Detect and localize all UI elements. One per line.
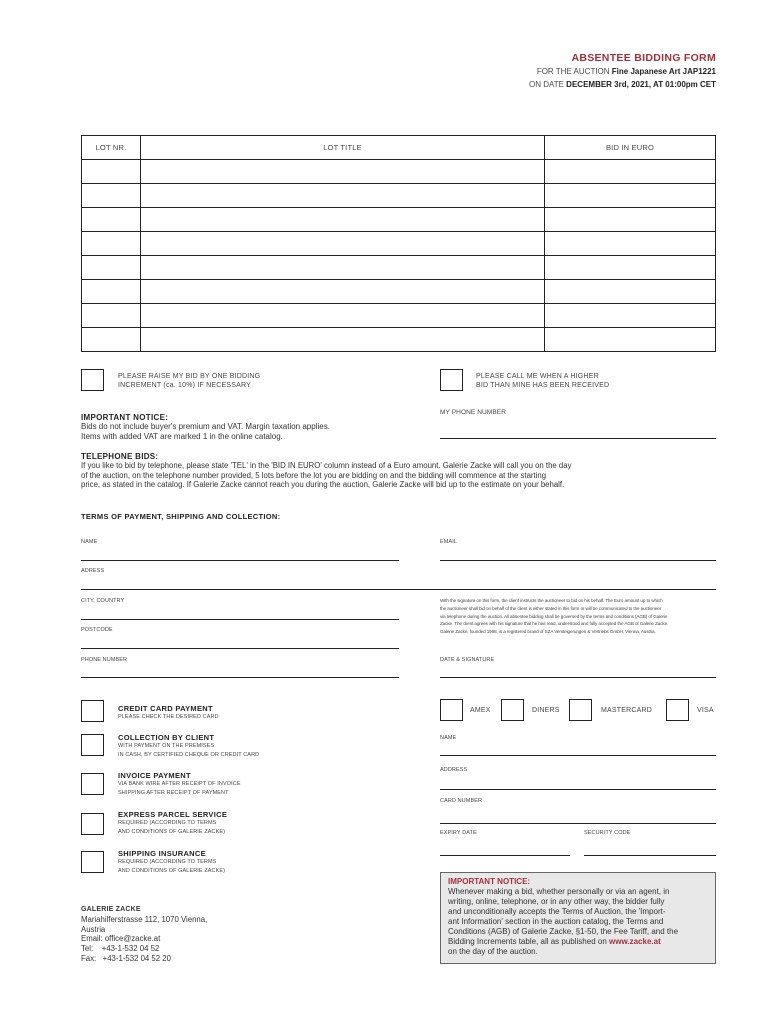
lot-title-cell[interactable] xyxy=(141,208,545,232)
bid-euro-cell[interactable] xyxy=(545,328,716,352)
call-me-checkbox[interactable] xyxy=(440,369,463,391)
bid-euro-cell[interactable] xyxy=(545,232,716,256)
collection-checkbox[interactable] xyxy=(81,734,104,756)
email-field[interactable] xyxy=(440,560,716,561)
auction-prefix: FOR THE AUCTION xyxy=(536,67,610,76)
address-label: ADRESS xyxy=(81,568,105,574)
invoice-desc-1: VIA BANK WIRE AFTER RECEIPT OF INVOICE xyxy=(118,781,241,787)
mastercard-label: MASTERCARD xyxy=(601,707,653,714)
bid-euro-cell[interactable] xyxy=(545,160,716,184)
date-line xyxy=(400,80,716,89)
postcode-label: POSTCODE xyxy=(81,627,113,633)
card-name-field[interactable] xyxy=(440,755,716,756)
shipping-insurance-desc-1: REQUIRED (ACCORDING TO TERMS xyxy=(118,859,217,865)
lot-nr-cell[interactable] xyxy=(82,256,141,280)
phone-field[interactable] xyxy=(81,677,399,678)
shipping-insurance-checkbox[interactable] xyxy=(81,851,104,873)
card-name-label: NAME xyxy=(440,735,457,741)
final-notice-heading: IMPORTANT NOTICE: xyxy=(448,877,531,886)
raise-bid-line-2: INCREMENT (ca. 10%) IF NECESSARY xyxy=(118,382,251,389)
date-signature-label: DATE & SIGNATURE xyxy=(440,657,495,663)
lot-title-cell[interactable] xyxy=(141,256,545,280)
lot-nr-cell[interactable] xyxy=(82,184,141,208)
visa-checkbox[interactable] xyxy=(666,699,689,721)
lot-row xyxy=(82,256,716,280)
expiry-field[interactable] xyxy=(440,855,570,856)
company-tel: Tel: +43-1-532 04 52 xyxy=(81,944,160,954)
final-notice-line-5: Conditions (AGB) of Galerie Zacke, §1-50, the Fee Tariff, and the xyxy=(448,927,679,936)
company-fax: Fax: +43-1-532 04 52 20 xyxy=(81,953,171,963)
call-me-label xyxy=(476,372,609,390)
card-address-field[interactable] xyxy=(440,789,716,790)
my-phone-field[interactable] xyxy=(440,438,716,439)
lot-row xyxy=(82,160,716,184)
raise-bid-checkbox[interactable] xyxy=(81,369,104,391)
signature-note-line: Zacke. The client agrees with his signature that he has read, understood and fully accepted the AGB of Galerie Zacke. xyxy=(440,621,669,627)
lot-table-header xyxy=(82,136,716,160)
express-parcel-title: EXPRESS PARCEL SERVICE xyxy=(118,810,228,819)
lot-nr-cell[interactable] xyxy=(82,232,141,256)
lot-row xyxy=(82,208,716,232)
security-code-label: SECURITY CODE xyxy=(584,830,631,836)
lot-title-cell[interactable] xyxy=(141,304,545,328)
telephone-bids-line-3: price, as stated in the catalog. If Galerie Zacke cannot reach you during the auction, Galerie Zacke will bid up to the estimate on your behalf. xyxy=(81,480,565,489)
express-parcel-checkbox[interactable] xyxy=(81,813,104,835)
final-notice-line-7: on the day of the auction. xyxy=(448,947,538,956)
collection-desc-1: WITH PAYMENT ON THE PREMISES xyxy=(118,743,215,749)
lot-title-cell[interactable] xyxy=(141,328,545,352)
final-notice-line-1: Whenever making a bid, whether personally or via an agent, in xyxy=(448,887,670,896)
invoice-checkbox[interactable] xyxy=(81,773,104,795)
company-block xyxy=(81,905,207,964)
date-value: DECEMBER 3rd, 2021, AT 01:00pm CET xyxy=(566,80,716,89)
express-parcel-desc-2: AND CONDITIONS OF GALERIE ZACKE) xyxy=(118,829,226,835)
telephone-bids-text xyxy=(81,461,721,490)
company-street: Mariahilferstrasse 112, 1070 Vienna, xyxy=(81,914,208,924)
amex-checkbox[interactable] xyxy=(440,699,463,721)
card-number-label: CARD NUMBER xyxy=(440,798,483,804)
call-me-line-1: PLEASE CALL ME WHEN A HIGHER xyxy=(476,373,599,380)
signature-note-line: Galerie Zacke, founded 1968, is a registered brand of SZA Versteigerungen & Vertriebs GmbH, Vienna, Austria. xyxy=(440,629,656,635)
diners-checkbox[interactable] xyxy=(501,699,524,721)
signature-note-line: via telephone during the auction. All absentee bidding shall be governed by the terms and conditions (AGB) of Galerie xyxy=(440,613,668,619)
call-me-line-2: BID THAN MINE HAS BEEN RECEIVED xyxy=(476,382,610,389)
lot-row xyxy=(82,232,716,256)
diners-label: DINERS xyxy=(532,707,560,714)
lot-nr-cell[interactable] xyxy=(82,208,141,232)
security-code-field[interactable] xyxy=(584,855,716,856)
telephone-bids-line-2: of the auction, on the telephone number provided, 5 lots before the lot you are bidding on and the bidding will commence at the starting xyxy=(81,470,547,480)
col-lot-nr: LOT NR. xyxy=(82,136,141,160)
lot-nr-cell[interactable] xyxy=(82,304,141,328)
final-notice-line-2: writing, online, telephone, or in any other way, the bidder fully xyxy=(448,897,665,906)
name-label: NAME xyxy=(81,539,98,545)
shipping-insurance-desc-2: AND CONDITIONS OF GALERIE ZACKE) xyxy=(118,868,226,874)
credit-card-desc: PLEASE CHECK THE DESIRED CARD xyxy=(118,714,219,720)
signature-note xyxy=(440,597,720,636)
city-label: CITY, COUNTRY xyxy=(81,598,125,604)
final-notice-line-6-text: Bidding Increments table, all as published on xyxy=(448,937,609,946)
final-notice-line-4: ant Information' section in the auction catalog, the Terms and xyxy=(448,917,664,926)
credit-card-checkbox[interactable] xyxy=(81,700,104,722)
lot-row xyxy=(82,328,716,352)
auction-line xyxy=(400,67,716,76)
expiry-label: EXPIRY DATE xyxy=(440,830,477,836)
lot-title-cell[interactable] xyxy=(141,232,545,256)
lot-title-cell[interactable] xyxy=(141,184,545,208)
mastercard-checkbox[interactable] xyxy=(569,699,592,721)
lot-title-cell[interactable] xyxy=(141,280,545,304)
invoice-desc-2: SHIPPING AFTER RECEIPT OF PAYMENT xyxy=(118,790,229,796)
invoice-title: INVOICE PAYMENT xyxy=(118,771,191,780)
date-signature-field[interactable] xyxy=(440,677,716,678)
date-prefix: ON DATE xyxy=(528,80,564,89)
zacke-website-link[interactable]: www.zacke.at xyxy=(609,937,661,946)
collection-desc-2: IN CASH, BY CERTIFIED CHEQUE OR CREDIT CARD xyxy=(118,752,260,758)
col-bid-euro: BID IN EURO xyxy=(545,136,716,160)
card-number-field[interactable] xyxy=(440,823,716,824)
company-email: Email: office@zacke.at xyxy=(81,934,161,944)
important-notice-line-1: Bids do not include buyer's premium and VAT. Margin taxation applies. xyxy=(81,422,330,431)
col-lot-title: LOT TITLE xyxy=(141,136,545,160)
important-notice-line-2: Items with added VAT are marked 1 in the online catalog. xyxy=(81,431,283,441)
important-notice-text xyxy=(81,422,330,441)
signature-note-line: the auctioneer shall bid on behalf of the client is either stated in this form or will be communicated to the auctioneer xyxy=(440,605,662,611)
telephone-bids-line-1: If you like to bid by telephone, please state 'TEL' in the 'BID IN EURO' column instead of a Euro amount. Galerie Zacke will call you on the day xyxy=(81,461,572,470)
raise-bid-label xyxy=(118,372,260,390)
bid-euro-cell[interactable] xyxy=(545,184,716,208)
bid-euro-cell[interactable] xyxy=(545,256,716,280)
shipping-insurance-title: SHIPPING INSURANCE xyxy=(118,849,206,858)
express-parcel-desc-1: REQUIRED (ACCORDING TO TERMS xyxy=(118,820,217,826)
visa-label: VISA xyxy=(697,707,714,714)
credit-card-option xyxy=(118,704,219,722)
bid-euro-cell[interactable] xyxy=(545,280,716,304)
terms-heading: TERMS OF PAYMENT, SHIPPING AND COLLECTION: xyxy=(81,512,281,521)
company-name: GALERIE ZACKE xyxy=(81,906,141,913)
lot-nr-cell[interactable] xyxy=(82,280,141,304)
card-address-label: ADDRESS xyxy=(440,767,468,773)
postcode-field[interactable] xyxy=(81,648,399,649)
auction-name: Fine Japanese Art JAP1221 xyxy=(611,67,716,76)
credit-card-title: CREDIT CARD PAYMENT xyxy=(118,704,213,713)
company-country: Austria xyxy=(81,924,106,934)
form-title: ABSENTEE BIDDING FORM xyxy=(571,52,716,64)
lot-title-cell[interactable] xyxy=(141,160,545,184)
city-field[interactable] xyxy=(81,619,399,620)
lot-row xyxy=(82,184,716,208)
lot-nr-cell[interactable] xyxy=(82,328,141,352)
bid-euro-cell[interactable] xyxy=(545,304,716,328)
bid-euro-cell[interactable] xyxy=(545,208,716,232)
final-notice-line-6 xyxy=(448,937,708,947)
express-parcel-option xyxy=(118,810,227,837)
address-field[interactable] xyxy=(81,589,716,590)
final-notice-line-3: and unconditionally accepts the Terms of Auction, the 'Import- xyxy=(448,907,666,916)
amex-label: AMEX xyxy=(470,707,491,714)
lot-nr-cell[interactable] xyxy=(82,160,141,184)
telephone-bids-heading: TELEPHONE BIDS: xyxy=(81,452,159,461)
invoice-option xyxy=(118,771,241,798)
lot-table-body xyxy=(82,160,716,352)
collection-title: COLLECTION BY CLIENT xyxy=(118,733,215,742)
final-notice-box xyxy=(440,872,716,964)
important-notice-heading: IMPORTANT NOTICE: xyxy=(81,413,169,422)
shipping-insurance-option xyxy=(118,849,225,876)
signature-note-line: With the signature on this form, the client instructs the auctioneer to bid on his behalf. The Euro amount up to which xyxy=(440,598,663,603)
phone-label: PHONE NUMBER xyxy=(81,657,128,663)
lot-table xyxy=(81,135,716,352)
lot-row xyxy=(82,280,716,304)
raise-bid-line-1: PLEASE RAISE MY BID BY ONE BIDDING xyxy=(118,373,261,380)
lot-row xyxy=(82,304,716,328)
my-phone-label: MY PHONE NUMBER xyxy=(440,409,507,416)
email-label: EMAIL xyxy=(440,539,458,545)
collection-option xyxy=(118,733,259,760)
name-field[interactable] xyxy=(81,560,399,561)
